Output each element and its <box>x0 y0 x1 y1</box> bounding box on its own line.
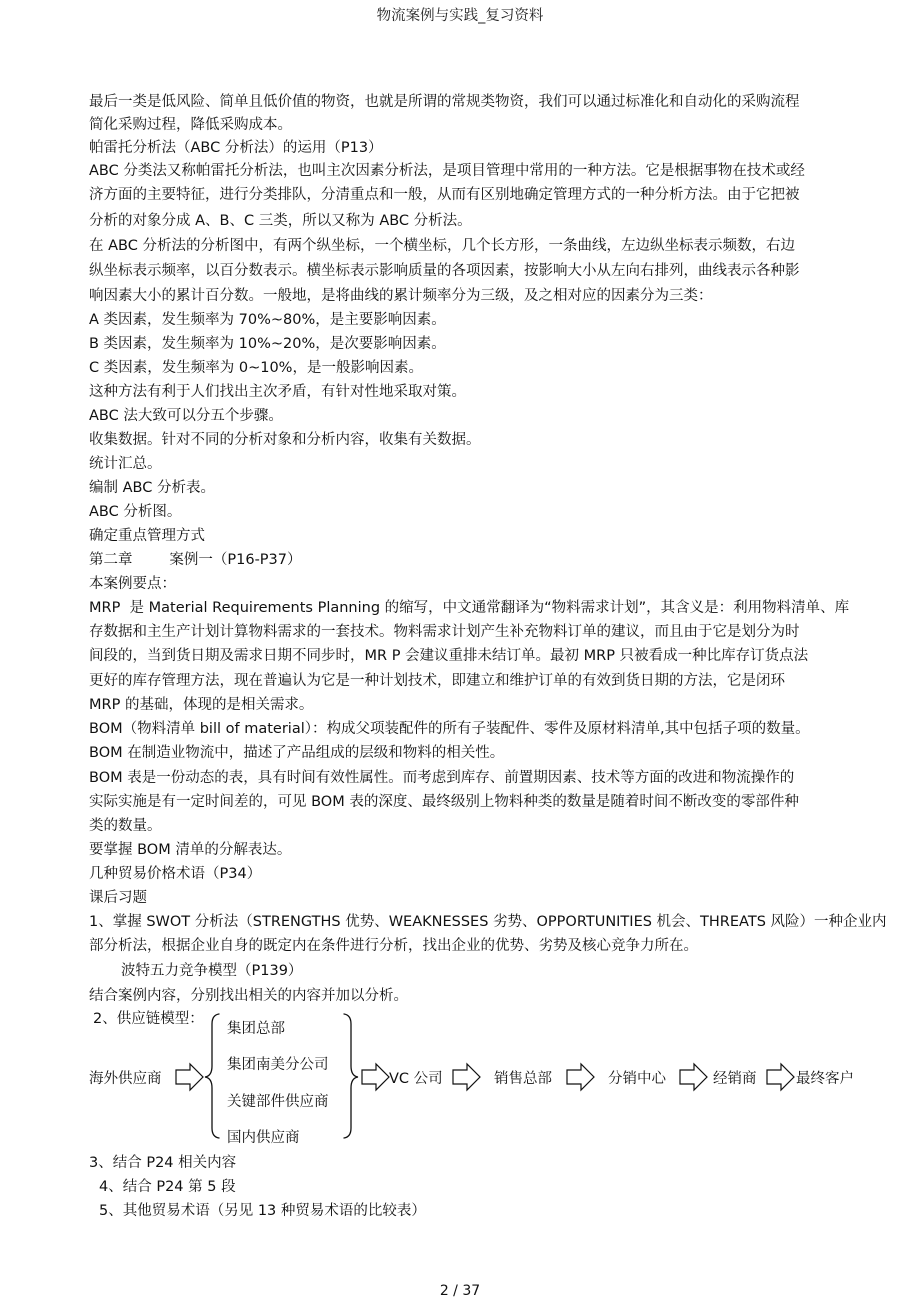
text-line: 纵坐标表示频率，以百分数表示。横坐标表示影响质量的各项因素，按影响大小从左向右排列，曲线表示各种影 <box>89 263 800 279</box>
diagram-node-sales-hq: 销售总部 <box>494 1071 552 1087</box>
text-line: 波特五力竞争模型（P139） <box>121 963 303 979</box>
diagram-group-item: 集团总部 <box>227 1021 285 1037</box>
diagram-node-end-customer: 最终客户 <box>796 1071 854 1087</box>
text-line: BOM 在制造业物流中，描述了产品组成的层级和物料的相关性。 <box>89 745 505 761</box>
text-line: 编制 ABC 分析表。 <box>89 480 215 496</box>
text-line: MRP 是 Material Requirements Planning 的缩写，中文通常翻译为“物料需求计划”，其含义是：利用物料清单、库 <box>89 600 850 616</box>
arrow-icon <box>176 1064 203 1090</box>
text-line: 5、其他贸易术语（另见 13 种贸易术语的比较表） <box>99 1203 426 1219</box>
arrow-icon <box>453 1064 480 1090</box>
text-line: 间段的，当到货日期及需求日期不同步时，MR P 会建议重排未结订单。最初 MRP 只被看成一种比库存订货点法 <box>89 648 809 664</box>
text-line: C 类因素，发生频率为 0~10%，是一般影响因素。 <box>89 360 423 376</box>
text-line: 统计汇总。 <box>89 456 162 472</box>
text-line: A 类因素，发生频率为 70%~80%，是主要影响因素。 <box>89 312 446 328</box>
diagram-node-source: 海外供应商 <box>89 1071 162 1087</box>
text-line: 济方面的主要特征，进行分类排队，分清重点和一般，从而有区别地确定管理方式的一种分析方法。由于它把被 <box>89 187 800 203</box>
diagram-node-vc: VC 公司 <box>389 1071 443 1087</box>
text-line: MRP 的基础，体现的是相关需求。 <box>89 697 314 713</box>
text-line: 1、掌握 SWOT 分析法（STRENGTHS 优势、WEAKNESSES 劣势、OPPORTUNITIES 机会、THREATS 风险）一种企业内 <box>89 914 887 930</box>
text-line: ABC 分析图。 <box>89 504 182 520</box>
text-line: 响因素大小的累计百分数。一般地，是将曲线的累计频率分为三级，及之相对应的因素分为三类： <box>89 288 713 304</box>
text-line: ABC 分类法又称帕雷托分析法，也叫主次因素分析法，是项目管理中常用的一种方法。它是根据事物在技术或经 <box>89 163 805 179</box>
text-line: ABC 法大致可以分五个步骤。 <box>89 408 283 424</box>
diagram-node-dealer: 经销商 <box>713 1071 757 1087</box>
text-line: 确定重点管理方式 <box>89 528 205 544</box>
text-line: 课后习题 <box>89 890 147 906</box>
text-line: BOM 表是一份动态的表，具有时间有效性属性。而考虑到库存、前置期因素、技术等方面的改进和物流操作的 <box>89 770 795 786</box>
text-line: B 类因素，发生频率为 10%~20%，是次要影响因素。 <box>89 336 446 352</box>
diagram-title: 2、供应链模型： <box>93 1011 204 1027</box>
text-line: 类的数量。 <box>89 818 162 834</box>
text-line: 要掌握 BOM 清单的分解表达。 <box>89 842 292 858</box>
text-line: 这种方法有利于人们找出主次矛盾，有针对性地采取对策。 <box>89 384 466 400</box>
text-line: 收集数据。针对不同的分析对象和分析内容，收集有关数据。 <box>89 432 481 448</box>
page-number: 2 / 37 <box>439 1283 481 1299</box>
diagram-group-item: 关键部件供应商 <box>227 1094 329 1110</box>
text-line: 简化采购过程，降低采购成本。 <box>89 117 292 133</box>
arrow-icon <box>567 1064 594 1090</box>
text-line: 在 ABC 分析法的分析图中，有两个纵坐标，一个横坐标，几个长方形，一条曲线，左边纵坐标表示频数，右边 <box>89 238 795 254</box>
text-line: 实际实施是有一定时间差的，可见 BOM 表的深度、最终级别上物料种类的数量是随着时间不断改变的零部件种 <box>89 794 799 810</box>
text-line: 4、结合 P24 第 5 段 <box>99 1179 236 1195</box>
chapter-heading: 第二章 案例一（P16-P37） <box>89 552 302 568</box>
diagram-node-distribution: 分销中心 <box>608 1071 666 1087</box>
text-line: 分析的对象分成 A、B、C 三类，所以又称为 ABC 分析法。 <box>89 213 472 229</box>
text-line: 本案例要点： <box>89 576 176 592</box>
text-line: 3、结合 P24 相关内容 <box>89 1155 237 1171</box>
diagram-group-item: 集团南美分公司 <box>227 1057 329 1073</box>
text-line: BOM（物料清单 bill of material）：构成父项装配件的所有子装配件、零件及原材料清单,其中包括子项的数量。 <box>89 721 810 737</box>
right-brace-icon <box>344 1014 358 1138</box>
text-line: 结合案例内容，分别找出相关的内容并加以分析。 <box>89 988 408 1004</box>
arrow-icon <box>680 1064 707 1090</box>
text-line: 最后一类是低风险、简单且低价值的物资，也就是所谓的常规类物资，我们可以通过标准化和自动化的采购流程 <box>89 94 800 110</box>
text-line: 更好的库存管理方法，现在普遍认为它是一种计划技术，即建立和维护订单的有效到货日期的方法，它是闭环 <box>89 673 785 689</box>
arrow-icon <box>362 1064 389 1090</box>
diagram-group-item: 国内供应商 <box>227 1130 300 1146</box>
text-line: 部分析法，根据企业自身的既定内在条件进行分析，找出企业的优势、劣势及核心竞争力所在。 <box>89 938 698 954</box>
text-line: 存数据和主生产计划计算物料需求的一套技术。物料需求计划产生补充物料订单的建议，而且由于它是划分为时 <box>89 624 800 640</box>
text-line: 几种贸易价格术语（P34） <box>89 866 262 882</box>
section-heading: 帕雷托分析法（ABC 分析法）的运用（P13） <box>89 140 383 156</box>
arrow-icon <box>767 1064 794 1090</box>
page-header: 物流案例与实践_复习资料 <box>376 8 544 24</box>
left-brace-icon <box>205 1014 219 1138</box>
